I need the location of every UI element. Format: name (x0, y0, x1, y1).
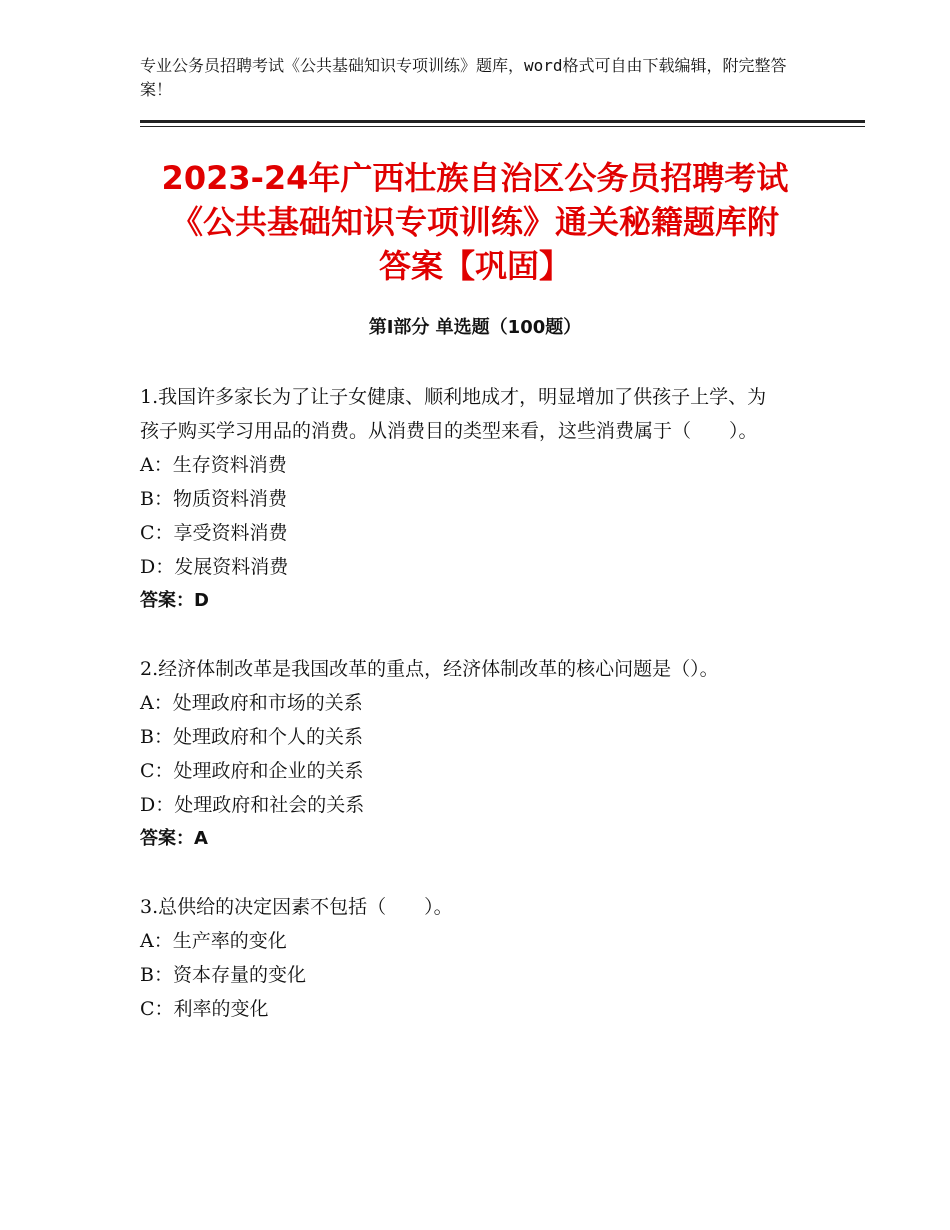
option-b: B：资本存量的变化 (140, 964, 306, 986)
answer: 答案：A (140, 828, 208, 849)
option-c: C：享受资料消费 (140, 522, 288, 544)
option-c: C：利率的变化 (140, 998, 269, 1020)
option-a: A：生存资料消费 (140, 454, 287, 476)
document-title (140, 156, 810, 288)
question-stem: 1.我国许多家长为了让子女健康、顺利地成才，明显增加了供孩子上学、为孩子购买学习用品的消费。从消费目的类型来看，这些消费属于（ ）。 (140, 386, 767, 442)
option-d: D：处理政府和社会的关系 (140, 794, 365, 816)
title-line-2: 《公共基础知识专项训练》通关秘籍题库附 (170, 203, 779, 241)
question-stem: 3.总供给的决定因素不包括（ ）。 (140, 896, 453, 918)
option-b: B：处理政府和个人的关系 (140, 726, 363, 748)
question-stem: 2.经济体制改革是我国改革的重点，经济体制改革的核心问题是（）。 (140, 658, 719, 680)
section-title: 第Ⅰ部分 单选题（100题） (368, 317, 582, 338)
option-d: D：发展资料消费 (140, 556, 289, 578)
question-1 (140, 380, 780, 618)
option-c: C：处理政府和企业的关系 (140, 760, 364, 782)
answer: 答案：D (140, 590, 209, 611)
title-line-1: 2023-24年广西壮族自治区公务员招聘考试 (161, 159, 789, 197)
title-line-3: 答案【巩固】 (378, 247, 571, 285)
question-2 (140, 652, 780, 856)
header-rule-thick (140, 120, 865, 123)
question-list (140, 380, 780, 1060)
header-rule-thin (140, 126, 865, 127)
option-b: B：物质资料消费 (140, 488, 287, 510)
question-3 (140, 890, 780, 1026)
option-a: A：处理政府和市场的关系 (140, 692, 363, 714)
header-note: 专业公务员招聘考试《公共基础知识专项训练》题库，word格式可自由下载编辑，附完整答案！ (140, 56, 787, 99)
option-a: A：生产率的变化 (140, 930, 287, 952)
